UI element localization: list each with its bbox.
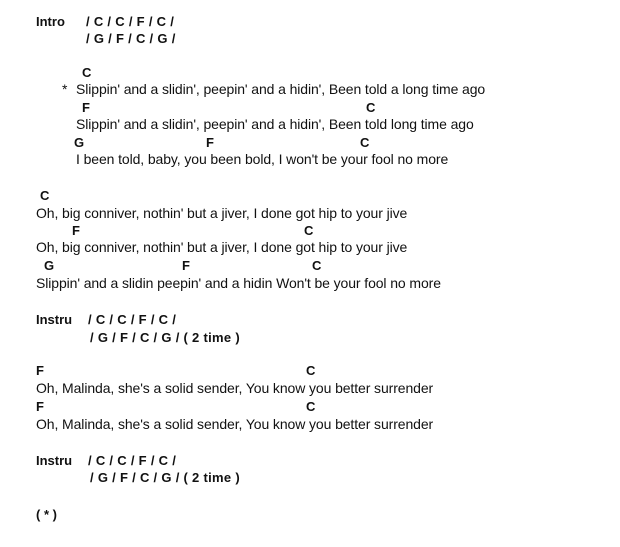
lyric-line: Slippin' and a slidin peepin' and a hidin Won't be your fool no more: [36, 275, 441, 291]
chord: F: [36, 363, 44, 378]
instrumental-label: Instru: [36, 312, 73, 327]
chord: F: [82, 100, 90, 115]
lyric-line: Slippin' and a slidin', peepin' and a hidin', Been told long time ago: [76, 116, 474, 132]
chord: G: [74, 135, 85, 150]
chord: C: [304, 223, 314, 238]
instrumental-label: Instru: [36, 453, 73, 468]
instrumental-progression-line-1: / C / C / F / C /: [88, 312, 177, 327]
chord: C: [40, 188, 50, 203]
chord: F: [36, 399, 44, 414]
chord: C: [82, 65, 92, 80]
instrumental-progression-line-1: / C / C / F / C /: [88, 453, 177, 468]
chord: C: [360, 135, 370, 150]
chord: C: [312, 258, 322, 273]
lyric-line: I been told, baby, you been bold, I won't be your fool no more: [76, 151, 449, 167]
intro-progression-line-1: / C / C / F / C /: [86, 14, 175, 29]
chord: F: [182, 258, 190, 273]
lyric-line: Oh, Malinda, she's a solid sender, You know you better surrender: [36, 416, 434, 432]
lyric-line: Oh, Malinda, she's a solid sender, You know you better surrender: [36, 380, 434, 396]
chord: C: [306, 363, 316, 378]
repeat-marker: ( * ): [36, 507, 57, 522]
lyric-line: Oh, big conniver, nothin' but a jiver, I done got hip to your jive: [36, 205, 408, 221]
chord: F: [206, 135, 214, 150]
chord: G: [44, 258, 55, 273]
chord: C: [306, 399, 316, 414]
chord: F: [72, 223, 80, 238]
lyric-line: Oh, big conniver, nothin' but a jiver, I done got hip to your jive: [36, 239, 408, 255]
intro-label: Intro: [36, 14, 65, 29]
repeat-marker-star: *: [62, 81, 68, 97]
intro-progression-line-2: / G / F / C / G /: [86, 31, 176, 46]
instrumental-progression-line-2: / G / F / C / G / ( 2 time ): [90, 330, 240, 345]
lyric-line: Slippin' and a slidin', peepin' and a hidin', Been told a long time ago: [76, 81, 486, 97]
instrumental-progression-line-2: / G / F / C / G / ( 2 time ): [90, 470, 240, 485]
chord: C: [366, 100, 376, 115]
